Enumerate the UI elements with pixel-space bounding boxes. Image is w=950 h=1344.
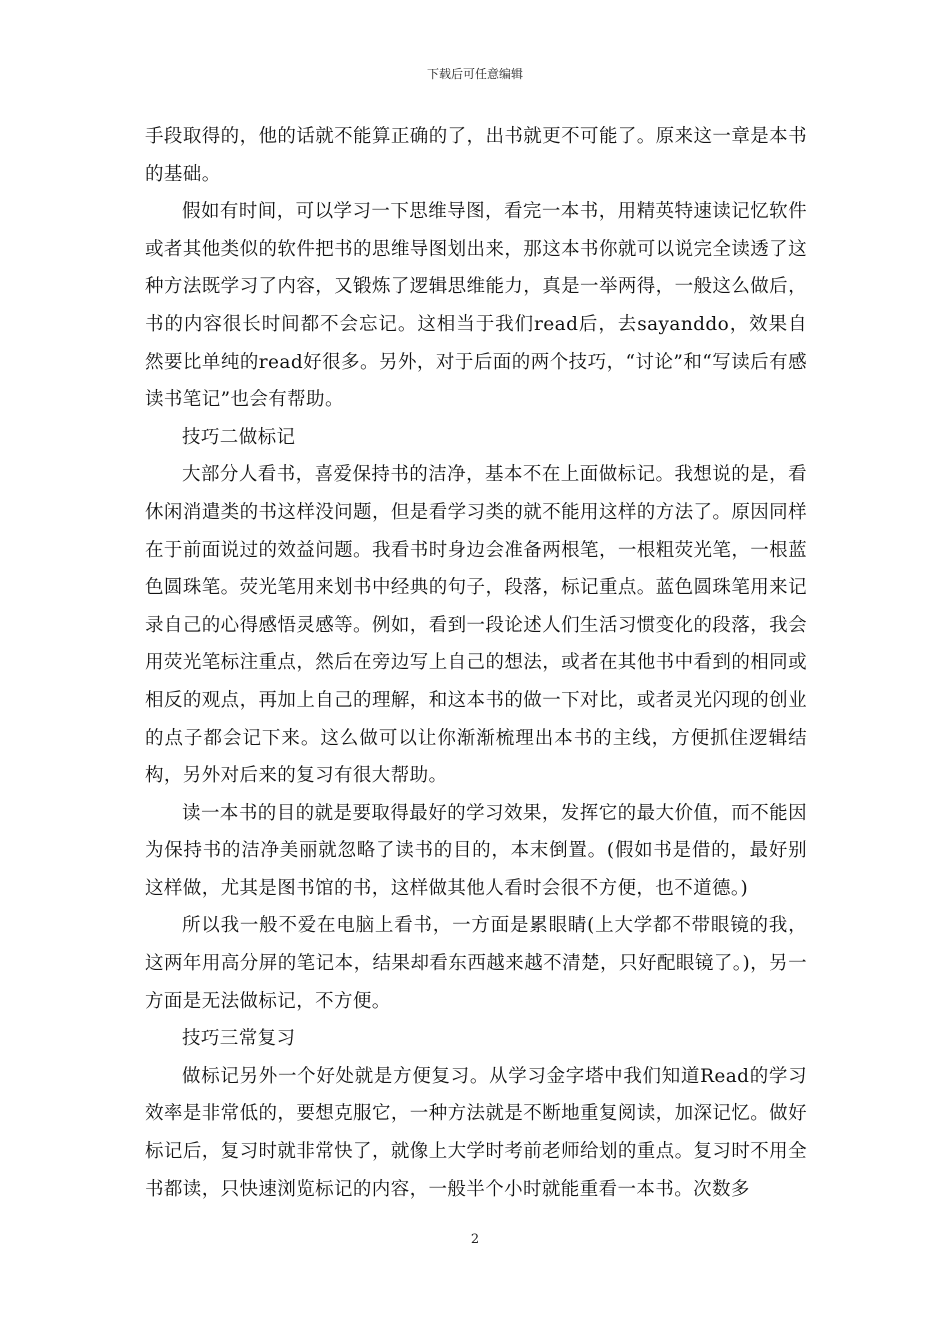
paragraph-mind-map: 假如有时间，可以学习一下思维导图，看完一本书，用精英特速读记忆软件或者其他类似的软件把书的思维导图划出来，那这本书你就可以说完全读透了这种方法既学习了内容，又锻炼了逻辑思维能力，真是一举两得，一般这么做后，书的内容很长时间都不会忘记。这相当于我们read后，去sayanddo，效果自然要比单纯的read好很多。另外，对于后面的两个技巧，“讨论”和“写读后有感读书笔记”也会有帮助。 <box>145 201 807 411</box>
paragraph-computer-reading: 所以我一般不爱在电脑上看书，一方面是累眼睛(上大学都不带眼镜的我，这两年用高分屏的笔记本，结果却看东西越来越不清楚，只好配眼镜了。)，另一方面是无法做标记，不方便。 <box>145 915 807 1012</box>
paragraph-continuation: 手段取得的，他的话就不能算正确的了，出书就更不可能了。原来这一章是本书的基础。 <box>145 126 807 185</box>
page-number: 2 <box>470 1232 480 1247</box>
section-heading-tip-two: 技巧二做标记 <box>182 426 296 448</box>
paragraph-reading-purpose: 读一本书的目的就是要取得最好的学习效果，发挥它的最大价值，而不能因为保持书的洁净美丽就忽略了读书的目的，本末倒置。(假如书是借的，最好别这样做，尤其是图书馆的书，这样做其他人看时会很不方便，也不道德。) <box>145 802 807 899</box>
section-heading-tip-three: 技巧三常复习 <box>182 1028 296 1050</box>
document-body <box>145 118 807 1208</box>
page-header: 下载后可任意编辑 <box>426 67 523 81</box>
paragraph-marking: 大部分人看书，喜爱保持书的洁净，基本不在上面做标记。我想说的是，看休闲消遣类的书这样没问题，但是看学习类的就不能用这样的方法了。原因同样在于前面说过的效益问题。我看书时身边会准备两根笔，一根粗荧光笔，一根蓝色圆珠笔。荧光笔用来划书中经典的句子，段落，标记重点。蓝色圆珠笔用来记录自己的心得感悟灵感等。例如，看到一段论述人们生活习惯变化的段落，我会用荧光笔标注重点，然后在旁边写上自己的想法，或者在其他书中看到的相同或相反的观点，再加上自己的理解，和这本书的做一下对比，或者灵光闪现的创业的点子都会记下来。这么做可以让你渐渐梳理出本书的主线，方便抓住逻辑结构，另外对后来的复习有很大帮助。 <box>145 464 807 787</box>
paragraph-review: 做标记另外一个好处就是方便复习。从学习金字塔中我们知道Read的学习效率是非常低的，要想克服它，一种方法就是不断地重复阅读，加深记忆。做好标记后，复习时就非常快了，就像上大学时考前老师给划的重点。复习时不用全书都读，只快速浏览标记的内容，一般半个小时就能重看一本书。次数多 <box>145 1065 807 1200</box>
